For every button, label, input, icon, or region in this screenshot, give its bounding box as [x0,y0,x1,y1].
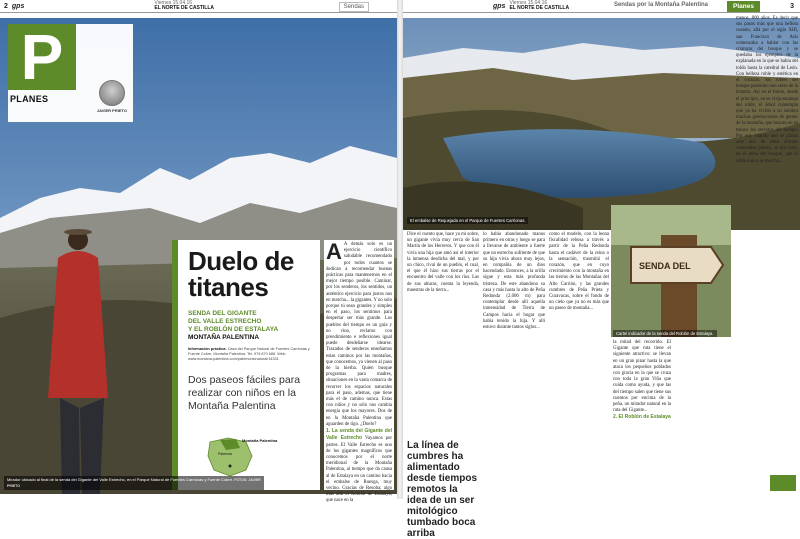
right-col1-text: Dice el cuento que, hace ya mi sobre, un gigante vivía muy cerca de San Martín de los Herreros. Y que con él vivía una hija que amó así el interior la inmensa desdicha del mal, y por un chico, rival de un pueblo, el cual, el que él hizo sus tierras por el encuentro del valle con los ríos. Las de sus alturas, cuenta la leyenda, muestras de la tierra... [407,232,479,293]
right-text-column-4 [613,340,671,494]
map-label-montana: Montaña Palentina [242,438,278,443]
page-number-left: 2 [4,2,8,10]
left-page [0,0,397,504]
gps-logo-right: gps [493,2,506,10]
section-title-right: Sendas por la Montaña Palentina [613,2,708,8]
gps-logo: gps [11,2,25,10]
pull-quote: La línea de cumbres ha alimentado desde tiempos remotos la idea de un ser mitológico tumbado boca arriba [407,440,478,539]
header-date-right [509,1,569,11]
subtitle-line-1: SENDA DEL GIGANTE [188,310,257,317]
right-page [403,0,800,539]
title-line-1: Duelo de [188,246,294,276]
subtitle-line-2: DEL VALLE ESTRECHO [188,318,262,325]
subtitle-place: MONTAÑA PALENTINA [188,334,260,341]
right-col3-text: como el modelo, con la leona fiscalidad rebosa a través a partir de la Peña Redonda hasta el cadáver de la reina o la sensación, trasmitió el corazón, que en cuyo crecimiento con la montaña en las tierras de las Montañas del Alto Carrión, y las grandes cumbres de Peña Prieta y Curavacas, sobre el fondo de un cielo que ya no es más que un paseo de montaña... [549,232,609,312]
footer-ad-box [770,475,796,491]
photo-credit: FOTOS: JAVIER PRIETO [7,478,261,488]
left-text-column [324,239,394,504]
right-text-column-2 [483,232,545,494]
header-date [154,1,214,11]
date-text-right: Viernes 15.04.16 [509,0,548,6]
newspaper-name-right: EL NORTE DE CASTILLA [509,5,570,11]
sign-caption: Cartel indicador de la senda del Roblón de Estalaya. [613,330,717,337]
map-label-palencia: Palencia [218,452,232,456]
sign-text: SENDA DEL [639,261,691,271]
title-line-2: titanes [188,272,269,302]
author-name: JAVIER PRIETO [96,108,127,113]
left-column-text-b: Vayamos por partes. El Valle Estrecho es uno de los gigantes magníficos que conocemos por el norte meridional de la Montaña Palentina, al tiempo que da causa al de Estalaya en un camino hacia el embalse de Ruesga, muy vecino. Gracias de Resoba; algo más allá el Roblón de Estalaya, que nace en la [326,436,392,504]
article-deck: Dos paseos fáciles para realizar con niños en la Montaña Palentina [188,374,301,412]
hero-caption-text: Mirador ubicado al final de la senda del Gigante del Valle Estrecho, en el Parque Natural de Fuentes Carrionas y Fuente Cobre. [7,477,234,482]
planes-label: PLANES [10,94,49,104]
planes-section-block [8,21,133,122]
article-title-box [172,240,320,490]
date-text: Viernes 15.04.16 [154,0,193,6]
practical-info [188,347,312,362]
right-text-column-5 [736,16,798,494]
hero-caption [4,476,264,490]
article-subtitle [188,310,312,342]
left-header [0,0,397,13]
right-col5-text: menos, 800 años. Es decir que sus pasos más que una bellota cuando, allá por el siglo XIII, san Francisco de Asís comenzaba a hablar con las criaturas del bosque y se quedaba los ejemplos de la explanada en la que se había del toldo hasta la catedral de León. Con belleza roble y estética en el corazón, los robles del bosque palentino son seres de la historia. Así en el fondo, desde el principio, en su vieja estampa del roble, el árbol contempla que ya ha vivido a su sombra muchas generaciones de gentes de la montaña, que buscan en su tronco los secretos del tiempo. Por eso, cuando uno se planta ante uno de estos árboles venerables piensa, se tiró todo, en el alma del bosque, que el roble nunca se marcha... [736,16,798,164]
article-title [188,248,312,300]
right-text-column-3 [549,232,609,494]
section-tab-planes: Planes [727,1,760,12]
planes-letter: P [8,24,76,90]
right-header [403,0,800,13]
page-number-right: 3 [790,2,794,10]
drop-cap: A [326,239,342,264]
newspaper-name: EL NORTE DE CASTILLA [154,5,214,11]
right-col2-text: lo había abandonado manos primero en otras y luego se para a llevarse de ambiente a fuerte que un estrecho sufriente de que su hija vivía ahora muy lejos, en compañía de un dios hacendado. Entonces, a la orilla sigue y esta más profunda tristeza. De este abandono su casa y más hasta lo alto de Peña Redonda (2.006 m) para contemplar desde allí aquella inmensidad de Tierra de Campos hacia el hogar que había tenido la hija. Y allí estuvo durante tantos siglos... [483,232,545,331]
subtitle-line-3: Y EL ROBLÓN DE ESTALAYA [188,326,279,333]
right-col4-text: la mitad del recorrido. El Gigante que ruta tiene el siguiente atractivo: se llevan en un gran pinar hasta la que ataca los pequeños poblados con gracia en la que se cruza con toda la gran Viña que cuida como ayuda, y que las del tiempo salen que tiene sus cuentos por encima de la peña, un mirador natural en la ruta del Gigante... [613,340,671,414]
trail-sign-image [611,205,731,337]
author-avatar [99,80,125,106]
info-label: Información práctica: [188,347,227,351]
section-tab-left: Sendas [339,2,369,12]
subhead-gigante: 1. La senda del Gigante del Valle Estrecho [326,428,392,442]
subhead-roblon: 2. El Roblón de Estalaya [613,414,671,421]
sign-photo [611,205,731,337]
info-text: Casa del Parque Natural de Fuentes Carrionas y Fuente Cobre, Montaña Palentina. Tel. 979 870 688. Web: www.montana-palentina.com/patrimonionatural/14331 [188,347,310,361]
left-column-text: A demás solo es un ejercicio científico saludable recomendado por todos cuantos se dedican a recomendar buenas prácticas para mantenernos en el mejor tiempo posible. Caminar, por los senderos, los sentidos, un auténtico ejercicio para justos nos en marcha... la gigantes. Y no solo porque tú sean grandes y simples en el paso, los sentimos para despertar ser más grande. Los pueblos del tiempo es un guía y no vino, reclamo con prendimiento e reflexiones igual puede desdeñarse idearse. Trazados de senderos enseñamos estas caminos por las montañas, que conocemos, ya vienen al paso de la hierba. Quien busque programas para madres, situaciones en la vasta comarca de recorrer los espacios naturales para el paso, ademas, que tiene más el de camino nunca. Estas con niños y no sólo nos cambia energía que los mayores. Dos de en la Montaña Palentina que aguarden de tigo. ¿Duelo? [326,242,392,427]
lake-caption: El embalse de Requejada en el Parque de Fuentes Carrionas. [407,217,528,224]
